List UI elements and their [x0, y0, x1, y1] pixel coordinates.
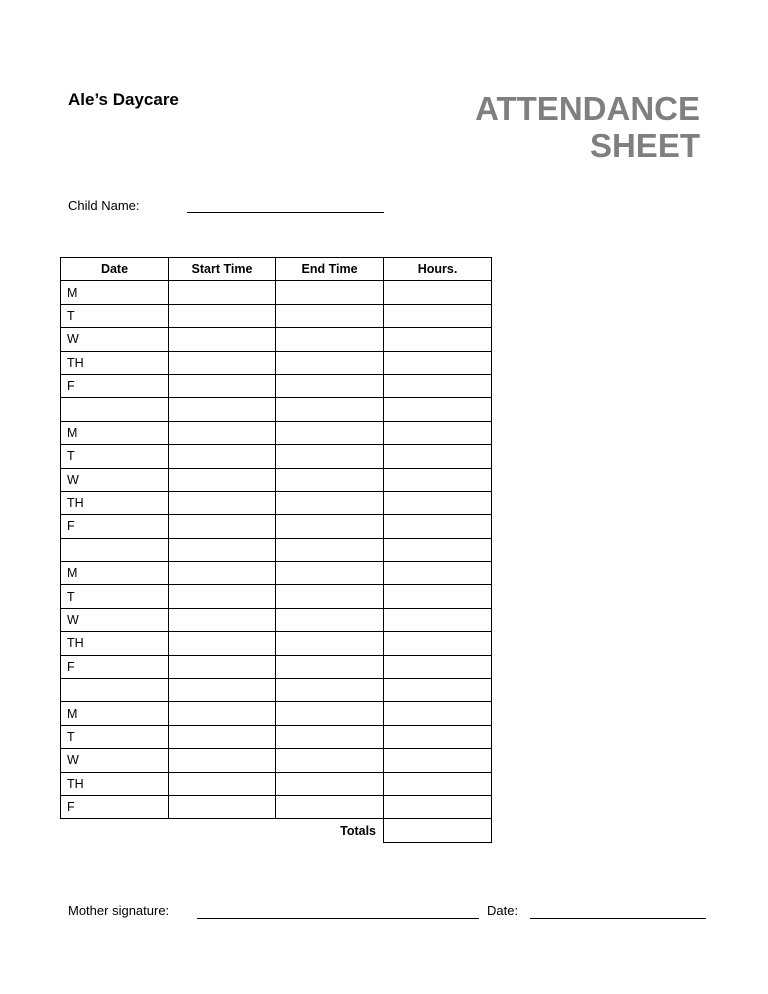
mother-signature-field[interactable] [197, 918, 479, 919]
end-time-cell[interactable] [276, 515, 384, 538]
child-name-field[interactable] [187, 212, 384, 213]
end-time-cell[interactable] [276, 725, 384, 748]
column-header-date: Date [61, 258, 169, 281]
hours-cell[interactable] [384, 725, 492, 748]
end-time-cell[interactable] [276, 281, 384, 304]
end-time-cell[interactable] [276, 304, 384, 327]
date-cell: M [61, 562, 169, 585]
start-time-cell[interactable] [169, 608, 276, 631]
end-time-cell[interactable] [276, 655, 384, 678]
hours-cell[interactable] [384, 445, 492, 468]
end-time-cell[interactable] [276, 328, 384, 351]
end-time-cell[interactable] [276, 491, 384, 514]
end-time-cell[interactable] [276, 749, 384, 772]
hours-cell[interactable] [384, 772, 492, 795]
date-cell: W [61, 328, 169, 351]
totals-hours-cell[interactable] [384, 819, 492, 842]
table-row [61, 655, 492, 678]
hours-cell[interactable] [384, 281, 492, 304]
hours-cell[interactable] [384, 491, 492, 514]
table-row [61, 445, 492, 468]
date-cell: F [61, 795, 169, 818]
start-time-cell[interactable] [169, 772, 276, 795]
hours-cell[interactable] [384, 562, 492, 585]
table-row [61, 538, 492, 561]
column-header-end-time: End Time [276, 258, 384, 281]
table-row [61, 772, 492, 795]
signature-date-label: Date: [487, 903, 519, 918]
totals-label: Totals [340, 823, 376, 838]
end-time-cell[interactable] [276, 398, 384, 421]
table-row [61, 702, 492, 725]
hours-cell[interactable] [384, 421, 492, 444]
start-time-cell[interactable] [169, 445, 276, 468]
title-line-1: ATTENDANCE [475, 90, 700, 127]
hours-cell[interactable] [384, 468, 492, 491]
table-row [61, 679, 492, 702]
hours-cell[interactable] [384, 328, 492, 351]
date-cell: M [61, 421, 169, 444]
table-row [61, 491, 492, 514]
page-title [475, 90, 700, 164]
hours-cell[interactable] [384, 515, 492, 538]
end-time-cell[interactable] [276, 374, 384, 397]
start-time-cell[interactable] [169, 538, 276, 561]
date-cell: TH [61, 772, 169, 795]
date-cell: T [61, 585, 169, 608]
table-row [61, 374, 492, 397]
date-cell: W [61, 608, 169, 631]
end-time-cell[interactable] [276, 585, 384, 608]
start-time-cell[interactable] [169, 281, 276, 304]
hours-cell[interactable] [384, 655, 492, 678]
totals-spacer [61, 819, 169, 842]
start-time-cell[interactable] [169, 725, 276, 748]
column-header-start-time: Start Time [169, 258, 276, 281]
table-row [61, 585, 492, 608]
end-time-cell[interactable] [276, 538, 384, 561]
table-row [61, 281, 492, 304]
end-time-cell[interactable] [276, 772, 384, 795]
attendance-rows [61, 281, 492, 819]
start-time-cell[interactable] [169, 515, 276, 538]
end-time-cell[interactable] [276, 468, 384, 491]
start-time-cell[interactable] [169, 795, 276, 818]
date-cell: W [61, 468, 169, 491]
table-row [61, 795, 492, 818]
start-time-cell[interactable] [169, 374, 276, 397]
date-cell: W [61, 749, 169, 772]
start-time-cell[interactable] [169, 632, 276, 655]
hours-cell[interactable] [384, 351, 492, 374]
hours-cell[interactable] [384, 608, 492, 631]
end-time-cell[interactable] [276, 421, 384, 444]
end-time-cell[interactable] [276, 795, 384, 818]
date-cell [61, 679, 169, 702]
table-row [61, 632, 492, 655]
start-time-cell[interactable] [169, 421, 276, 444]
date-cell: F [61, 655, 169, 678]
hours-cell[interactable] [384, 632, 492, 655]
start-time-cell[interactable] [169, 398, 276, 421]
start-time-cell[interactable] [169, 702, 276, 725]
start-time-cell[interactable] [169, 491, 276, 514]
table-row [61, 328, 492, 351]
table-row [61, 608, 492, 631]
date-cell: TH [61, 632, 169, 655]
organization-name: Ale’s Daycare [68, 90, 179, 109]
totals-spacer [169, 819, 276, 842]
start-time-cell[interactable] [169, 749, 276, 772]
table-row [61, 468, 492, 491]
end-time-cell[interactable] [276, 632, 384, 655]
child-name-label: Child Name: [68, 198, 140, 213]
end-time-cell[interactable] [276, 562, 384, 585]
hours-cell[interactable] [384, 304, 492, 327]
date-cell [61, 398, 169, 421]
hours-cell[interactable] [384, 398, 492, 421]
table-row [61, 515, 492, 538]
end-time-cell[interactable] [276, 608, 384, 631]
start-time-cell[interactable] [169, 468, 276, 491]
date-cell: T [61, 445, 169, 468]
title-line-2: SHEET [589, 127, 700, 164]
signature-date-field[interactable] [530, 918, 706, 919]
hours-cell[interactable] [384, 749, 492, 772]
table-row [61, 304, 492, 327]
column-header-hours: Hours. [384, 258, 492, 281]
date-cell: F [61, 515, 169, 538]
date-cell [61, 538, 169, 561]
start-time-cell[interactable] [169, 585, 276, 608]
table-row [61, 725, 492, 748]
hours-cell[interactable] [384, 679, 492, 702]
table-row [61, 421, 492, 444]
date-cell: T [61, 304, 169, 327]
end-time-cell[interactable] [276, 679, 384, 702]
date-cell: M [61, 281, 169, 304]
date-cell: TH [61, 351, 169, 374]
table-row [61, 398, 492, 421]
start-time-cell[interactable] [169, 562, 276, 585]
date-cell: M [61, 702, 169, 725]
totals-row [61, 819, 492, 842]
start-time-cell[interactable] [169, 304, 276, 327]
start-time-cell[interactable] [169, 655, 276, 678]
attendance-table [60, 257, 492, 843]
hours-cell[interactable] [384, 585, 492, 608]
end-time-cell[interactable] [276, 702, 384, 725]
end-time-cell[interactable] [276, 351, 384, 374]
hours-cell[interactable] [384, 795, 492, 818]
date-cell: T [61, 725, 169, 748]
table-row [61, 351, 492, 374]
date-cell: F [61, 374, 169, 397]
end-time-cell[interactable] [276, 445, 384, 468]
date-cell: TH [61, 491, 169, 514]
hours-cell[interactable] [384, 538, 492, 561]
hours-cell[interactable] [384, 702, 492, 725]
table-header-row [61, 258, 492, 281]
table-row [61, 749, 492, 772]
start-time-cell[interactable] [169, 351, 276, 374]
mother-signature-label: Mother signature: [68, 903, 170, 918]
hours-cell[interactable] [384, 374, 492, 397]
start-time-cell[interactable] [169, 679, 276, 702]
start-time-cell[interactable] [169, 328, 276, 351]
table-row [61, 562, 492, 585]
